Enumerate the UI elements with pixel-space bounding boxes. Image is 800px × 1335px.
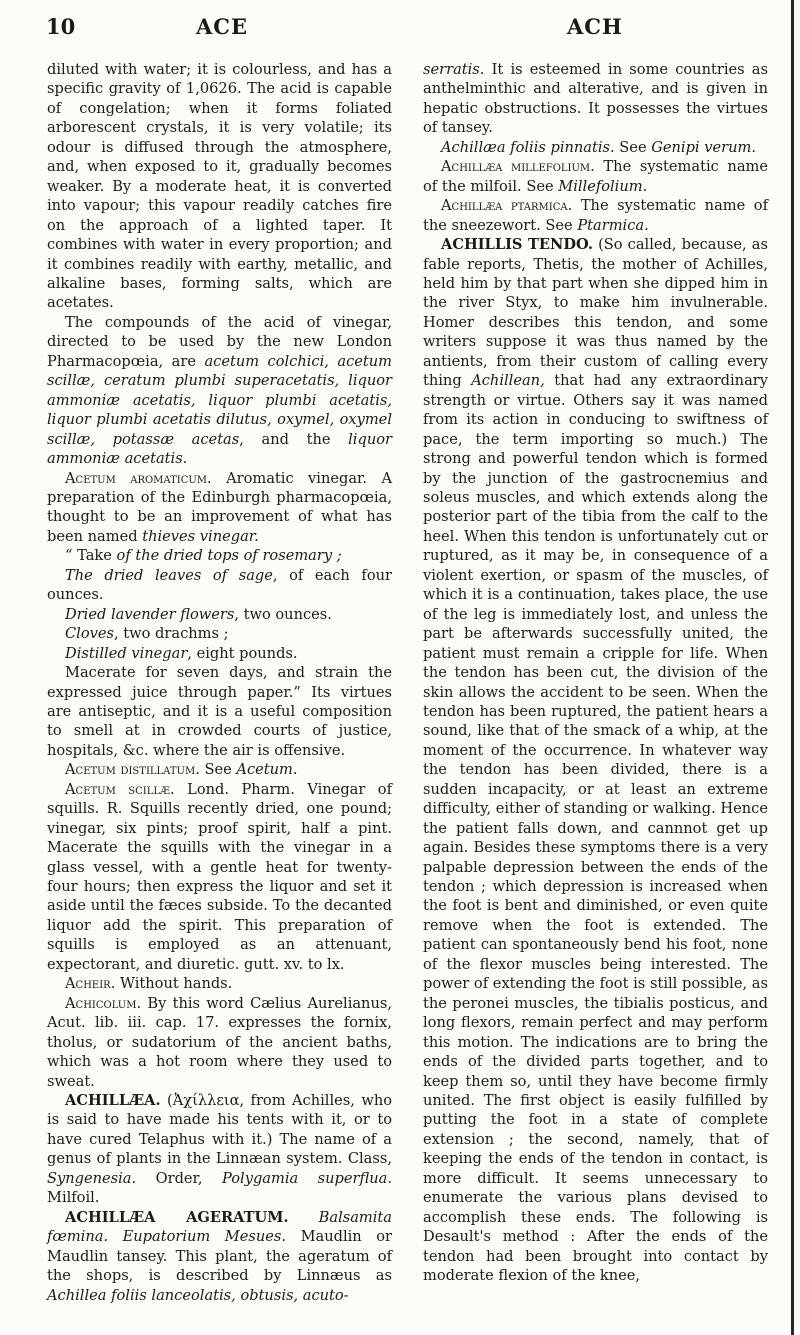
- entry-term: Achicolum.: [65, 994, 142, 1012]
- recipe-line: Cloves, two drachms ;: [65, 625, 229, 643]
- recipe-instructions: Macerate for seven days, and strain the expressed juice through paper.” Its virtues are antiseptic, and it is a useful composition to smell at in crowded courts of justice, hospitals, &c. where the air is offensive.: [47, 664, 392, 759]
- running-head-right: ACH: [567, 14, 623, 39]
- entry-achillaea-foliis-pinnatis: Achillæa foliis pinnatis. See Genipi verum.: [441, 138, 756, 156]
- recipe-line: Distilled vinegar, eight pounds.: [65, 644, 298, 662]
- entry-achillis-tendo: ACHILLIS TENDO. (So called, because, as fable reports, Thetis, the mother of Achilles, held him by that part when she dipped him in the river Styx, to make him invulnerable. Homer describes this tendon, and some writers suppose it was thus named by the antients, from their custom of calling every thing Achillean, that had any extraordinary strength or virtue. Others say it was named from its action in conducing to swiftness of pace, the term importing so much.) The strong and powerful tendon which is formed by the junction of the gastrocnemius and soleus muscles, and which extends along the posterior part of the tibia from the calf to the heel. When this tendon is unfortunately cut or ruptured, as it may be, in consequence of a violent exertion, or spasm of the muscles, of which it is a continuation, takes place, the use of the leg is immediately lost, and unless the part be afterwards successfully united, the patient must remain a cripple for life. When the tendon has been cut, the division of the skin allows the accident to be seen. When the tendon has been ruptured, the patient hears a sound, like that of the smack of a whip, at the moment of the occurrence. In whatever way the tendon has been divided, there is a sudden incapacity, or at least an extreme difficulty, either of standing or walking. Hence the patient falls down, and cannnot get up again. Besides these symptoms there is a very palpable depression between the ends of the tendon ; which depression is increased when the foot is bent and diminished, or even quite remove when the foot is extended. The patient can spontaneously bend his foot, none of the flexor muscles being interested. The power of extending the foot is still possible, as the peronei muscles, the tibialis posticus, and long flexors, remain perfect and may perform this motion. The indications are to bring the ends of the divided parts together, and to keep them so, until they have become firmly united. The first object is easily fulfilled by putting the foot in a state of complete extension ; the second, namely, that of keeping the ends of the tendon in contact, is more difficult. It seems unnecessary to enumerate the various plans devised to accomplish these ends. The following is Desault's method : After the ends of the tendon had been brought into contact by moderate flexion of the knee,: [423, 236, 769, 1285]
- page-number: 10: [46, 14, 76, 39]
- entry-acetum-aromaticum: Acetum aromaticum. Aromatic vinegar. A preparation of the Edinburgh pharmacopœia, thought to be an improvement of what has been named thieves vinegar.: [47, 469, 392, 545]
- right-column: [423, 60, 768, 1286]
- entry-term: Acheir.: [65, 975, 116, 993]
- page-header: [0, 6, 800, 46]
- ageratum-continuation: serratis. It is esteemed in some countries as anthelminthic and alterative, and is given in hepatic obstructions. It possesses the virtues of tansey.: [423, 61, 768, 137]
- entry-term: Acetum scillæ.: [65, 780, 175, 798]
- compounds-paragraph: The compounds of the acid of vinegar, directed to be used by the new London Pharmacopœia, are acetum colchici, acetum scillæ, ceratum plumbi superacetatis, liquor ammoniæ acetatis, liquor plumbi acetatis, liquor plumbi acetatis dilutus, oxymel, oxymel scillæ, potassæ acetas, and the liquor ammoniæ acetatis.: [47, 313, 392, 468]
- entry-achicolum: Achicolum. By this word Cælius Aurelianus, Acut. lib. iii. cap. 17. expresses the fornix, tholus, or sudatorium of the ancient baths, which was a hot room where they used to sweat.: [47, 994, 392, 1090]
- entry-term: ACHILLIS TENDO.: [441, 236, 593, 254]
- recipe-line: The dried leaves of sage, of each four ounces.: [47, 566, 392, 604]
- entry-term: ACHILLÆA.: [65, 1092, 161, 1110]
- entry-achillaea-ptarmica: Achillæa ptarmica. The systematic name of the sneezewort. See Ptarmica.: [423, 197, 768, 234]
- entry-achillaea-ageratum: ACHILLÆA AGERATUM. Balsamita fœmina. Eupatorium Mesues. Maudlin or Maudlin tansey. This plant, the ageratum of the shops, is described by Linnæus as Achillea foliis lanceolatis, obtusis, acuto-: [47, 1208, 392, 1304]
- recipe-line: Dried lavender flowers, two ounces.: [65, 605, 332, 623]
- entry-acetum-scillae: Acetum scillæ. Lond. Pharm. Vinegar of squills. R. Squills recently dried, one pound; vinegar, six pints; proof spirit, half a pint. Macerate the squills with the vinegar in a glass vessel, with a gentle heat for twenty-four hours; then express the liquor and set it aside until the fæces subside. To the decanted liquor add the spirit. This preparation of squills is employed as an attenuant, expectorant, and diuretic. gutt. xv. to lx.: [47, 780, 392, 973]
- acetic-acid-paragraph: diluted with water; it is colourless, and has a specific gravity of 1,0626. The acid is capable of congelation; when it forms foliated arborescent crystals, it is very volatile; its odour is diffused through the atmosphere, and, when exposed to it, gradually becomes weaker. By a moderate heat, it is converted into vapour; this vapour readily catches fire on the approach of a lighted taper. It combines with water in every proportion; and it combines readily with earthy, metallic, and alkaline bases, forming salts, which are acetates.: [47, 61, 392, 312]
- entry-achillaea-millefolium: Achillæa millefolium. The systematic name of the milfoil. See Millefolium.: [423, 158, 768, 195]
- left-column: [47, 60, 392, 1305]
- page-edge-rule: [791, 0, 794, 1335]
- entry-term: ACHILLÆA AGERATUM.: [65, 1208, 289, 1226]
- entry-term: Acetum distillatum.: [65, 761, 200, 779]
- entry-term: Acetum aromaticum.: [65, 469, 212, 487]
- running-head-left: ACE: [196, 14, 249, 39]
- entry-term: Achillæa ptarmica.: [441, 197, 573, 215]
- entry-term: Achillæa millefolium.: [441, 158, 595, 176]
- recipe-line: “ Take of the dried tops of rosemary ;: [65, 547, 342, 565]
- entry-acetum-distillatum: Acetum distillatum. See Acetum.: [65, 761, 298, 779]
- entry-achillaea: ACHILLÆA. (Ἀχίλλεια, from Achilles, who is said to have made his tents with it, or to have cured Telaphus with it.) The name of a genus of plants in the Linnæan system. Class, Syngenesia. Order, Polygamia superflua. Milfoil.: [47, 1092, 392, 1207]
- entry-acheir: Acheir. Without hands.: [65, 975, 233, 993]
